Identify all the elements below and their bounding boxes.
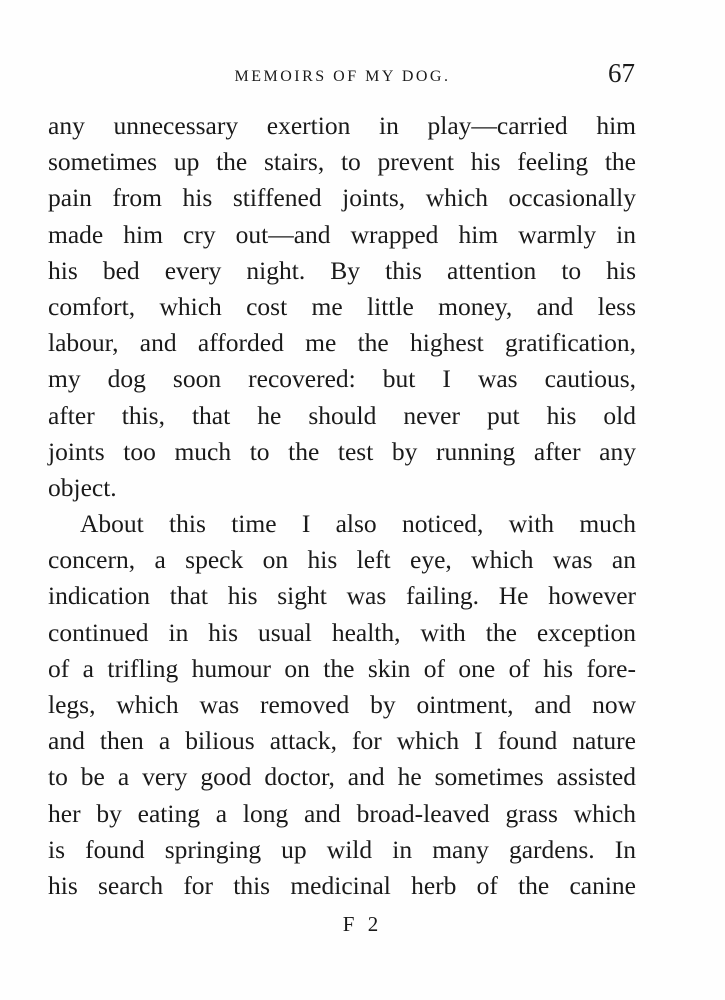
text-line: comfort, which cost me little money, and less	[48, 291, 636, 321]
body-text	[48, 108, 636, 904]
running-head	[50, 58, 635, 92]
text-line: is found springing up wild in many gardens. In	[48, 834, 636, 864]
text-line: labour, and afforded me the highest gratification,	[48, 328, 636, 358]
text-line: to be a very good doctor, and he sometimes assisted	[48, 762, 636, 792]
text-line: her by eating a long and broad-leaved grass which	[48, 798, 636, 828]
running-title: MEMOIRS OF MY DOG.	[234, 68, 451, 85]
text-line: his bed every night. By this attention to his	[48, 255, 636, 285]
text-line: sometimes up the stairs, to prevent his feeling the	[48, 147, 636, 177]
signature-mark: F 2	[342, 912, 383, 936]
text-line: after this, that he should never put his old	[48, 400, 636, 430]
text-line: About this time I also noticed, with much	[80, 509, 636, 539]
text-line: and then a bilious attack, for which I found nature	[48, 726, 636, 756]
text-line: continued in his usual health, with the exception	[48, 617, 636, 647]
text-line: his search for this medicinal herb of the canine	[48, 870, 636, 900]
text-line: of a trifling humour on the skin of one of his fore-	[48, 653, 636, 683]
text-line: made him cry out—and wrapped him warmly in	[48, 219, 636, 249]
text-line: my dog soon recovered: but I was cautious,	[48, 364, 636, 394]
page-number: 67	[608, 58, 635, 88]
text-line: indication that his sight was failing. He however	[48, 581, 636, 611]
text-line: legs, which was removed by ointment, and now	[48, 690, 636, 719]
text-line: joints too much to the test by running after any	[48, 436, 636, 466]
text-line: concern, a speck on his left eye, which was an	[48, 545, 636, 575]
text-line: pain from his stiffened joints, which occasionally	[48, 183, 636, 213]
text-line: any unnecessary exertion in play—carried him	[48, 111, 636, 140]
text-line: object.	[48, 472, 117, 502]
